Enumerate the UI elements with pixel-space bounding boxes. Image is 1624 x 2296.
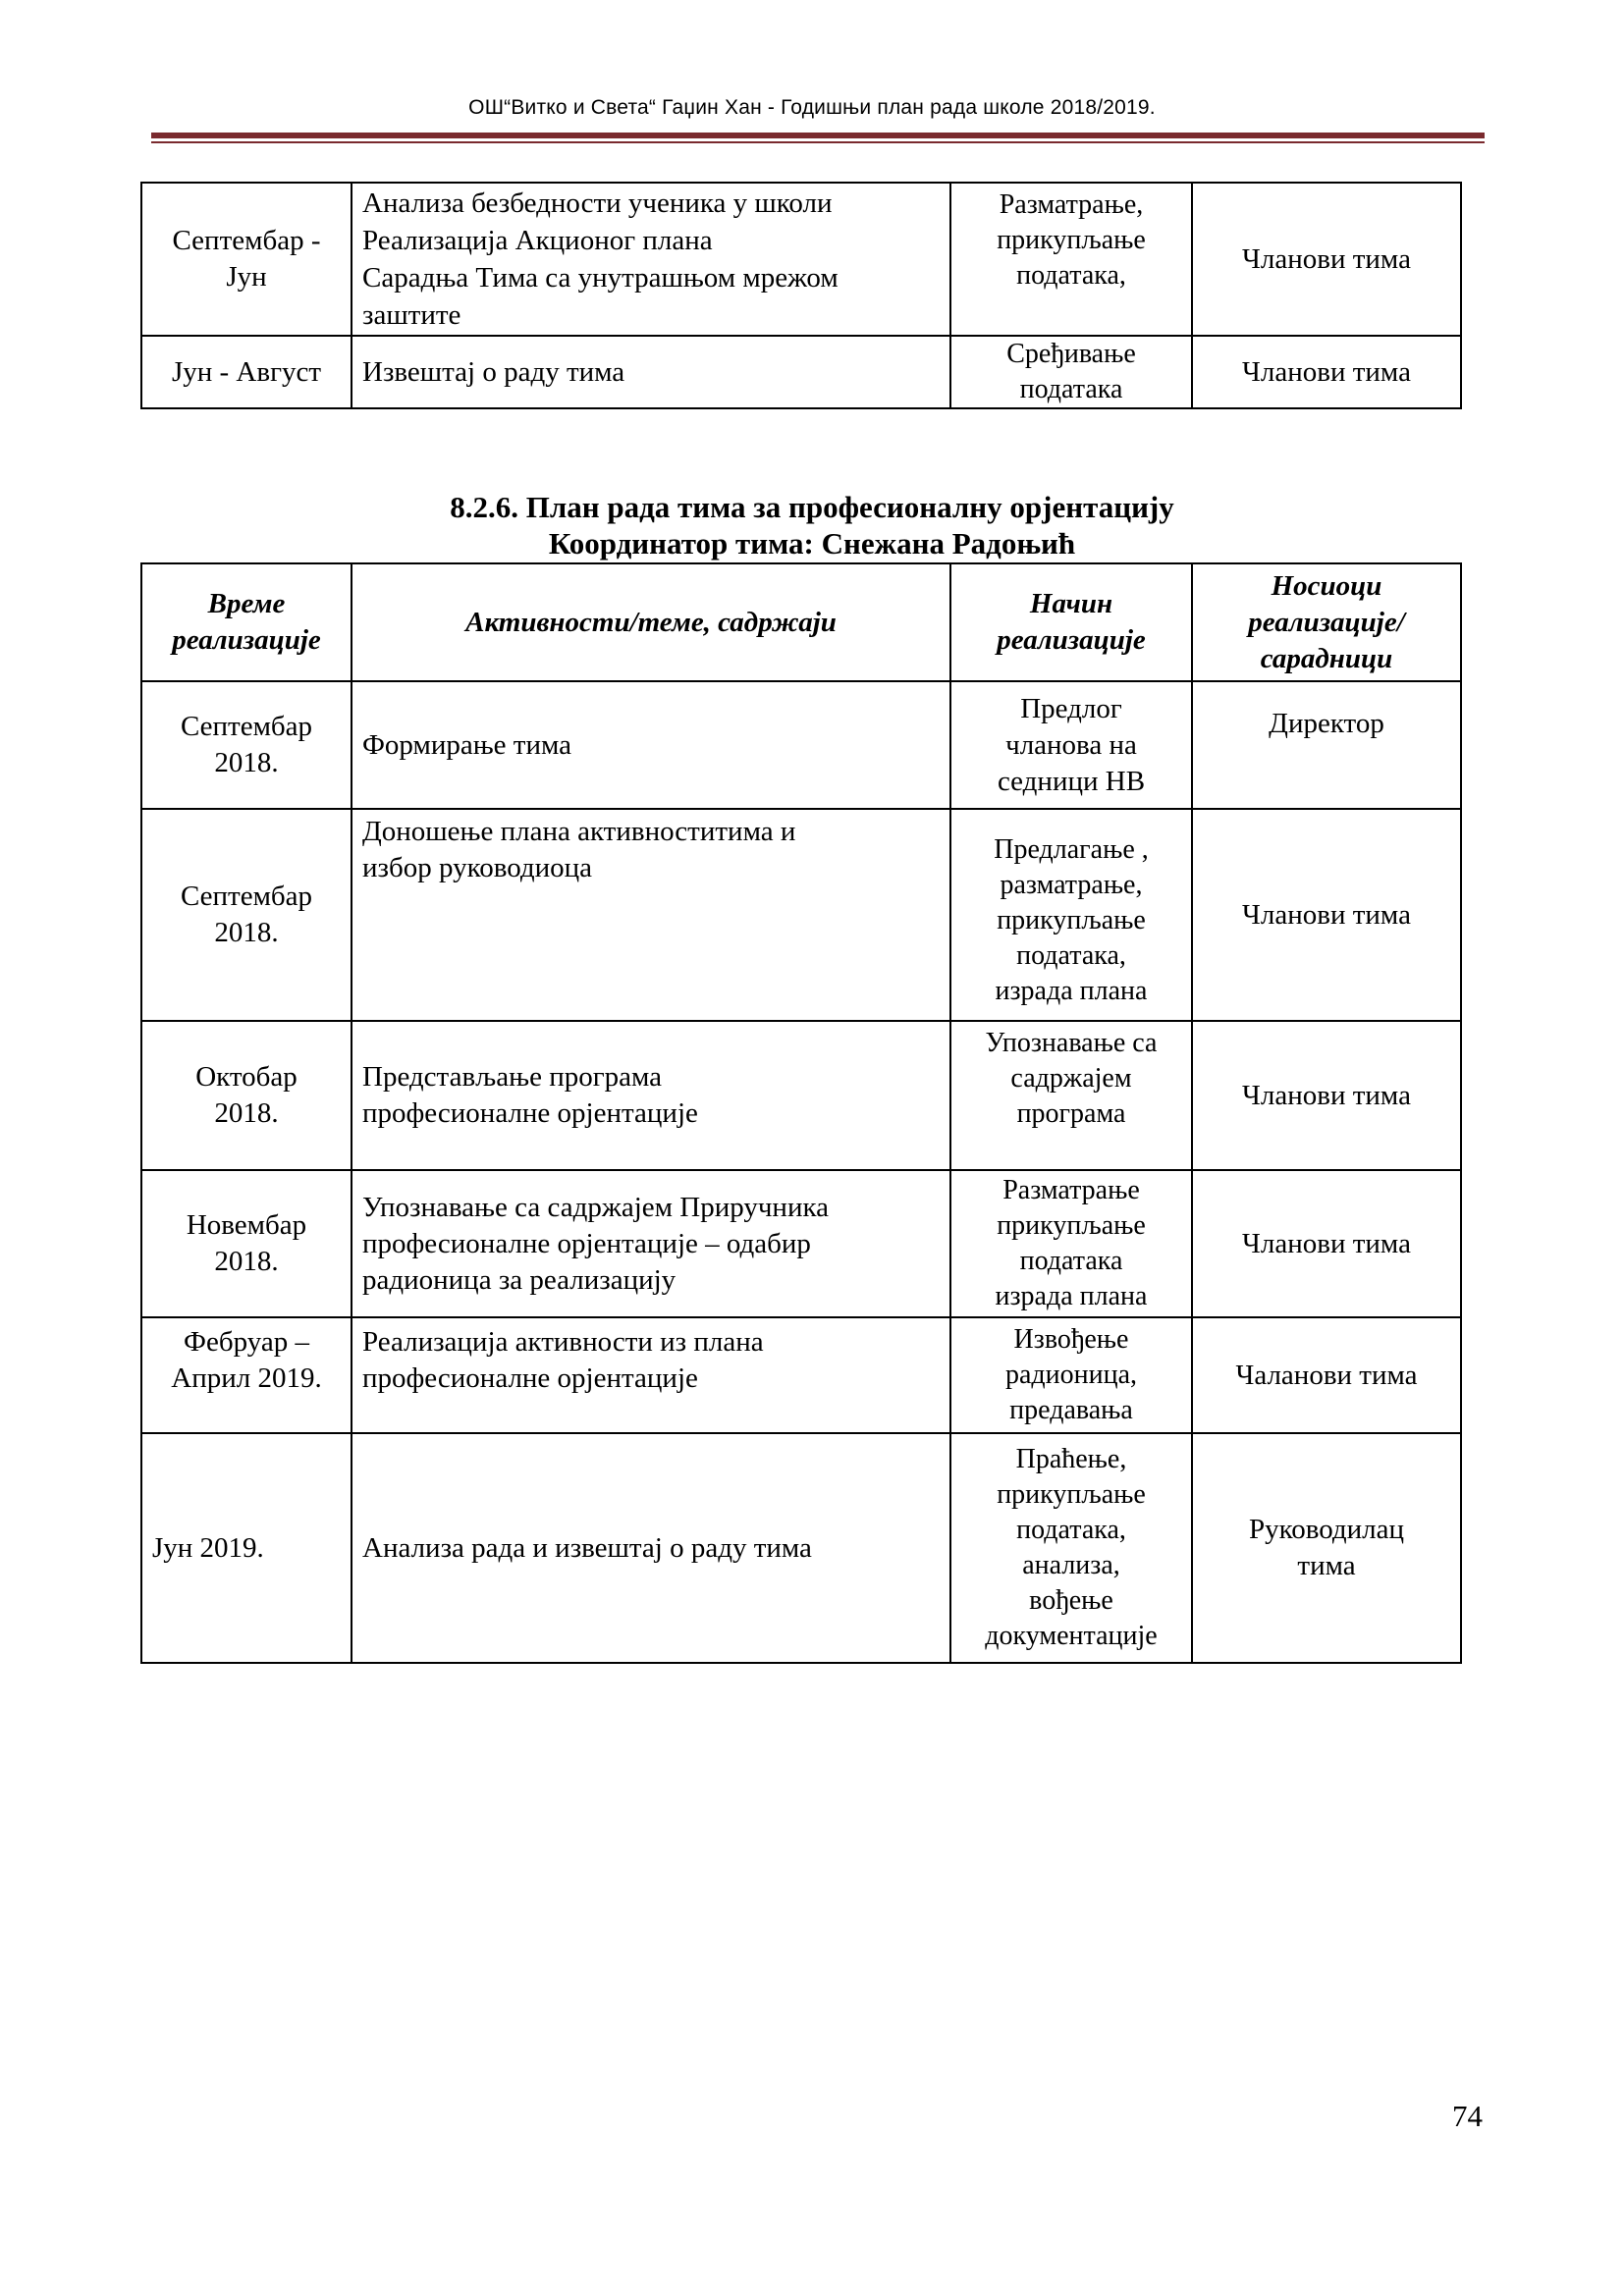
holders-cell [1192,1433,1461,1663]
cell-line: Октобар [195,1061,298,1093]
cell-line: Новембар [186,1209,307,1241]
page-number: 74 [1452,2099,1483,2133]
method-cell [950,1170,1192,1317]
cell-line: 2018. [214,1097,279,1129]
cell-line: радионица за реализацију [362,1263,677,1296]
cell-line: Чланови тима [1242,242,1411,275]
activities-cell [352,183,950,336]
cell-line: 2018. [214,747,279,778]
activities-cell [352,1170,950,1317]
time-cell [141,336,352,408]
cell-line: Септембар [180,881,313,912]
method-cell [950,336,1192,408]
header-line: Носиоци [1271,569,1382,602]
cell-line: Септембар - [172,225,321,256]
section-title: 8.2.6. План рада тима за професионалну орјентацију [450,490,1174,524]
table-row [141,183,1461,336]
cell-line: Реализација Акционог плана [362,225,713,256]
cell-line: прикупљање [997,905,1146,935]
header-method [950,563,1192,681]
cell-line: Реализација активности из плана [362,1326,764,1358]
cell-line: Доношење плана активноститима и [362,816,796,847]
header-line: Активности/теме, садржаји [465,606,837,638]
header-rule [151,133,1485,138]
cell-line: података [1019,374,1123,404]
cell-line: прикупљање [997,1479,1146,1510]
cell-line: професионалне орјентације – одабир [362,1227,811,1259]
method-cell [950,1433,1192,1663]
cell-line: Извођење [1013,1324,1129,1355]
cell-line: Септембар [180,711,313,742]
cell-line: Предлог [1020,692,1122,724]
cell-line: Чланови тима [1242,355,1411,388]
activities-cell [352,681,950,809]
cell-line: 2018. [214,1246,279,1277]
cell-line: програма [1016,1098,1126,1129]
cell-line: Јун 2019. [152,1531,264,1564]
activities-cell [352,336,950,408]
cell-line: Сређивање [1006,339,1136,369]
method-cell [950,183,1192,336]
header-line: сарадници [1260,642,1393,674]
cell-line: Чаланови тима [1235,1359,1418,1391]
cell-line: Директор [1269,708,1384,739]
method-cell [950,1317,1192,1433]
cell-line: 2018. [214,917,279,948]
header-line: Начин [1029,588,1113,619]
cell-line: података, [1016,260,1126,291]
section-coordinator: Координатор тима: Снежана Радоњић [548,526,1076,561]
header-activities [352,563,950,681]
cell-line: професионалне орјентације [362,1097,698,1129]
cell-line: података, [1016,1515,1126,1545]
time-cell [141,1170,352,1317]
cell-line: вођење [1029,1585,1113,1616]
header-rule-thin [151,141,1485,143]
holders-cell [1192,336,1461,408]
cell-line: разматрање, [1000,870,1143,900]
cell-line: података [1019,1246,1123,1276]
cell-line: Праћење, [1015,1444,1127,1474]
running-header: ОШ“Витко и Света“ Гаџин Хан - Годишњи план рада школе 2018/2019. [468,96,1156,119]
time-cell [141,809,352,1021]
header-holders [1192,563,1461,681]
cell-line: прикупљање [997,1210,1146,1241]
table-row [141,809,1461,1021]
cell-line: Чланови тима [1242,1079,1411,1111]
cell-line: заштите [362,299,461,331]
time-cell [141,1433,352,1663]
table-row [141,681,1461,809]
cell-line: Јун [226,261,267,293]
cell-line: седници НВ [997,765,1146,797]
cell-line: Април 2019. [171,1362,322,1394]
cell-line: Анализа безбедности ученика у школи [362,187,833,219]
cell-line: предавања [1009,1395,1133,1425]
method-cell [950,1021,1192,1170]
cell-line: прикупљање [997,225,1146,255]
cell-line: Упознавање са садржајем Приручника [362,1191,829,1223]
cell-line: Сарадња Тима са унутрашњом мрежом [362,262,839,294]
header-line: Време [207,588,286,619]
cell-line: избор руководиоца [362,852,593,883]
cell-line: садржајем [1010,1063,1132,1094]
cell-line: Предлагање , [994,834,1149,865]
header-line: реализације/ [1248,606,1405,638]
holders-cell [1192,183,1461,336]
cell-line: Чланови тима [1242,1227,1411,1259]
method-cell [950,809,1192,1021]
holders-cell [1192,1170,1461,1317]
table-row [141,1021,1461,1170]
holders-cell [1192,1317,1461,1433]
cell-line: Чланови тима [1242,898,1411,931]
cell-line: израда плана [995,976,1148,1006]
cell-line: израда плана [995,1281,1148,1311]
cell-line: Фебруар – [184,1326,309,1358]
header-time [141,563,352,681]
cell-line: Руководилац [1248,1514,1405,1545]
cell-line: радионица, [1004,1360,1138,1390]
time-cell [141,183,352,336]
cell-line: Јун - Август [171,355,322,388]
holders-cell [1192,809,1461,1021]
holders-cell [1192,681,1461,809]
activities-cell [352,809,950,1021]
cell-line: анализа, [1022,1550,1120,1580]
header-line: реализације [997,624,1146,656]
table-row [141,1170,1461,1317]
method-cell [950,681,1192,809]
activities-cell [352,1317,950,1433]
time-cell [141,681,352,809]
continued-table [140,182,1462,409]
cell-line: документације [985,1621,1158,1651]
cell-line: тима [1297,1550,1356,1581]
activities-cell [352,1433,950,1663]
cell-line: Разматрање [1002,1175,1140,1205]
activities-cell [352,1021,950,1170]
cell-line: Упознавање са [985,1028,1158,1058]
time-cell [141,1317,352,1433]
holders-cell [1192,1021,1461,1170]
cell-line: Разматрање, [999,189,1144,220]
cell-line: Извештај о раду тима [362,355,625,388]
cell-line: професионалне орјентације [362,1362,698,1394]
cell-line: података, [1016,940,1126,971]
table-row [141,336,1461,408]
time-cell [141,1021,352,1170]
header-line: реализације [172,624,321,656]
plan-table [140,562,1462,1664]
table-header-row [141,563,1461,681]
cell-line: Формирање тима [362,728,572,761]
cell-line: Анализа рада и извештај о раду тима [362,1531,812,1564]
cell-line: чланова на [1005,728,1137,761]
cell-line: Представљање програма [362,1061,663,1093]
table-row [141,1317,1461,1433]
table-row [141,1433,1461,1663]
